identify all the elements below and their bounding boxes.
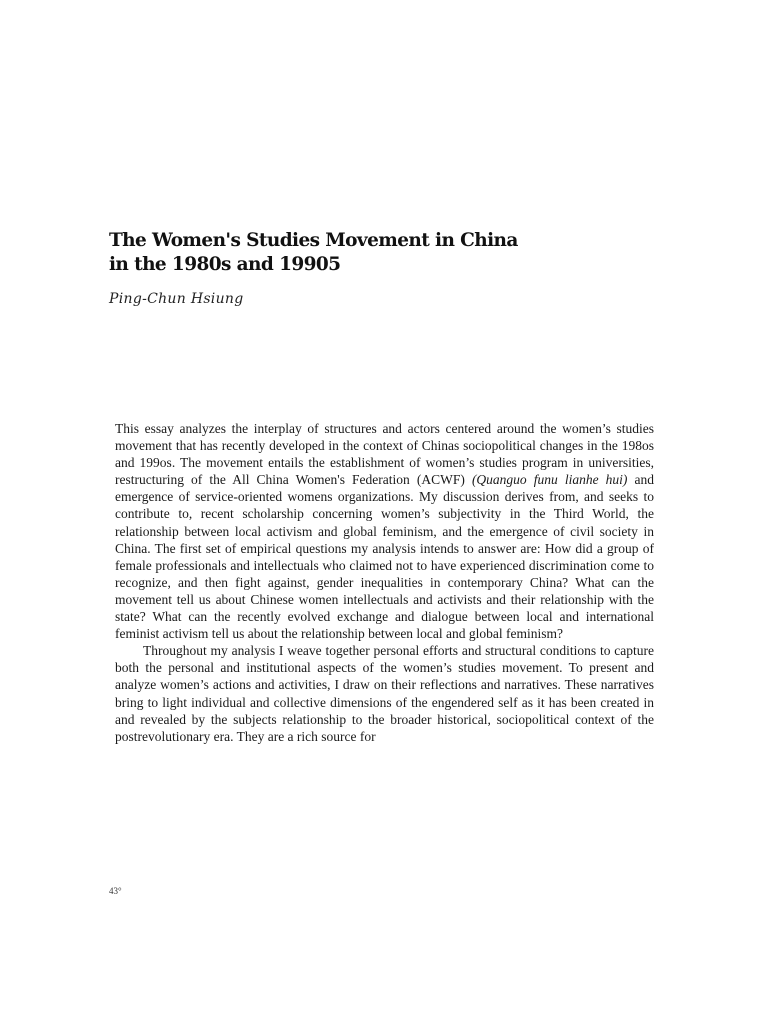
article-body bbox=[115, 420, 654, 745]
paragraph-1 bbox=[115, 420, 654, 642]
page-number: 43° bbox=[109, 886, 122, 896]
article-title bbox=[109, 229, 669, 277]
paragraph-1-text-b: and emergence of service-oriented womens organizations. My discussion derives from, and seeks to contribute to, recent scholarship concerning women’s subjectivity in the Third World, the relationship between local activism and global feminism, and the emergence of civil society in China. The first set of empirical questions my analysis intends to answer are: How did a group of female professionals and intellectuals who claimed not to have experienced discrimination come to recognize, and then fight against, gender inequalities in contemporary China? What can the movement tell us about Chinese women intellectuals and activists and their relationship with the state? What can the recently evolved exchange and dialogue between local and international feminist activism tell us about the relationship between local and global feminism? bbox=[115, 472, 654, 642]
paragraph-2: Throughout my analysis I weave together personal efforts and structural conditions to capture both the personal and institutional aspects of the women’s studies movement. To present and analyze women’s actions and activities, I draw on their reflections and narratives. These narratives bring to light individual and collective dimensions of the engendered self as it has been created in and revealed by the subjects relationship to the broader historical, sociopolitical context of the postrevolutionary era. They are a rich source for bbox=[115, 643, 654, 744]
paragraph-1-text-a: This essay analyzes the interplay of structures and actors centered around the women’s studies movement that has recently developed in the context of Chinas sociopolitical changes in the 198os and 199os. The movement entails the establishment of women’s studies program in universities, restructuring of the All China Women's Federation (ACWF) bbox=[115, 421, 654, 488]
article-title-line-2: in the 1980s and 19905 bbox=[109, 254, 341, 275]
article-title-line-1: The Women's Studies Movement in China bbox=[109, 230, 518, 251]
paragraph-1-italic-term: (Quanguo funu lianhe hui) bbox=[471, 472, 628, 488]
author-name: Ping-Chun Hsiung bbox=[109, 291, 244, 307]
